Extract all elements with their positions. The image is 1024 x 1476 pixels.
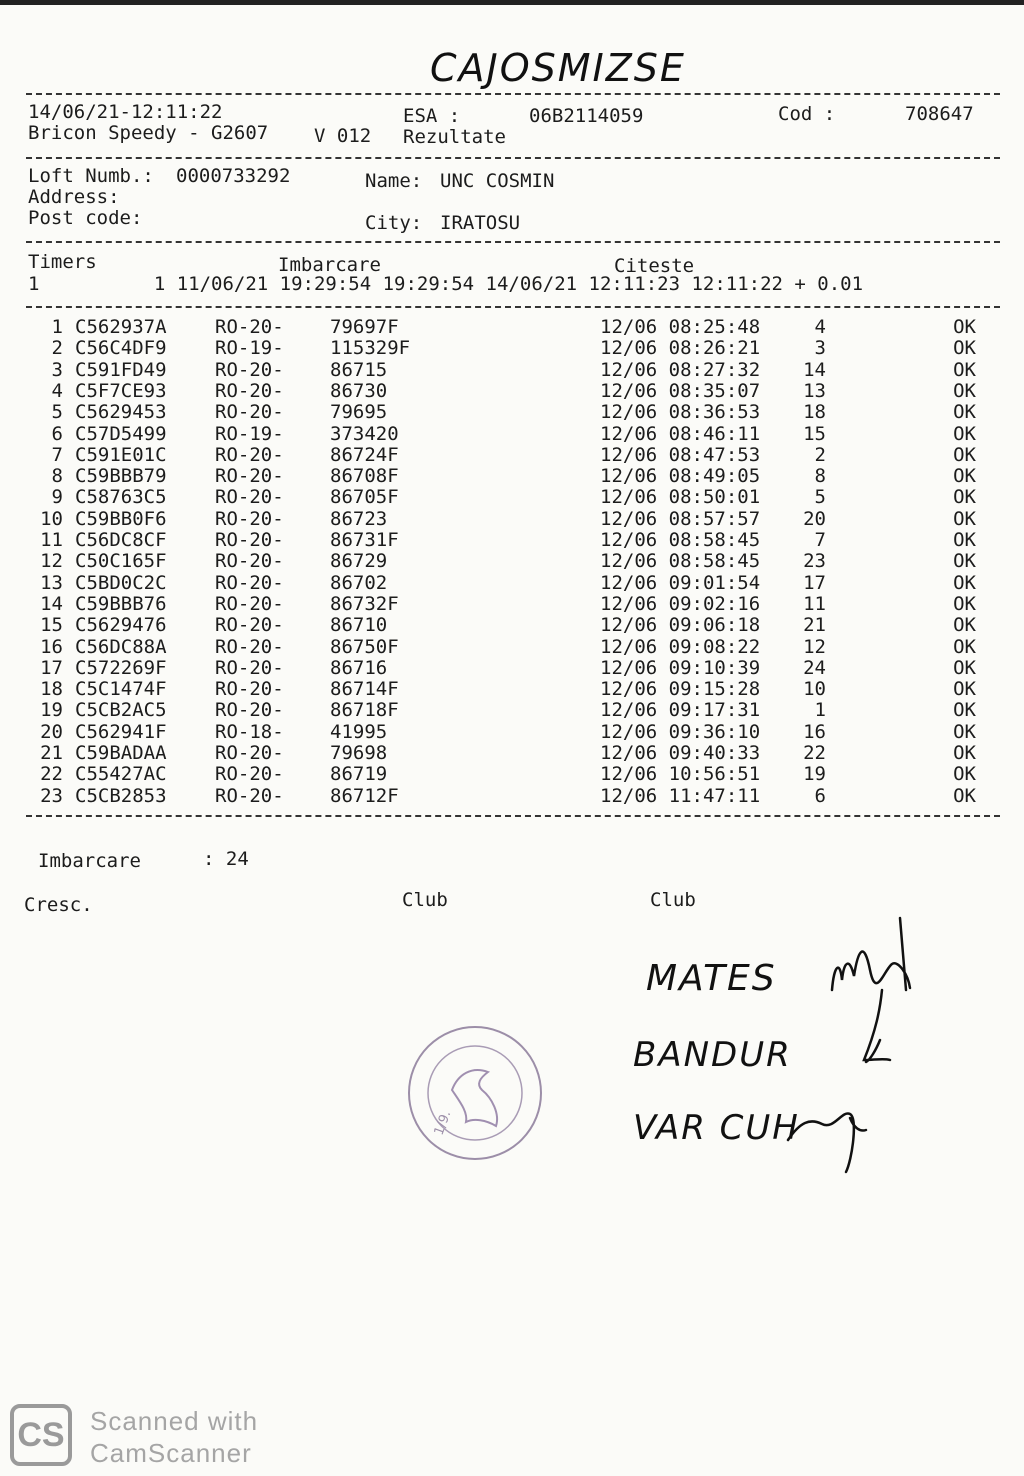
chip-id: C59BBB76 [75, 592, 167, 615]
ring-prefix: RO-20- [215, 571, 284, 594]
ring-prefix: RO-20- [215, 465, 284, 488]
name-label: Name: [365, 170, 423, 192]
page-top-edge [0, 0, 1024, 5]
divider-results [26, 815, 1000, 817]
check-number: 20 [803, 507, 826, 530]
device-version: V 012 [314, 125, 372, 147]
status-ok: OK [953, 379, 976, 402]
club-stamp [400, 1018, 550, 1168]
chip-id: C50C165F [75, 550, 167, 573]
status-ok: OK [953, 763, 976, 786]
camscanner-logo: CS [10, 1404, 72, 1466]
table-row [0, 358, 1024, 382]
arrival-time: 12/06 08:26:21 [600, 337, 761, 360]
row-number: 6 [51, 422, 63, 445]
loft-number-value: 0000733292 [176, 165, 291, 187]
table-row [0, 507, 1024, 531]
table-row [0, 592, 1024, 616]
city-value: IRATOSU [440, 212, 521, 234]
arrival-time: 12/06 09:40:33 [600, 742, 761, 764]
ring-number: 79697F [330, 316, 399, 338]
ring-number: 86715 [330, 358, 388, 381]
check-number: 17 [803, 571, 826, 594]
check-number: 18 [803, 401, 826, 424]
ring-number: 86731F [330, 529, 399, 551]
ring-prefix: RO-18- [215, 720, 284, 743]
row-number: 13 [40, 571, 63, 594]
check-number: 6 [814, 784, 826, 807]
row-number: 12 [40, 550, 63, 573]
ring-number: 86714F [330, 678, 399, 701]
check-number: 22 [803, 742, 826, 764]
status-ok: OK [953, 401, 976, 424]
row-number: 10 [40, 507, 63, 530]
ring-number: 86708F [330, 465, 399, 488]
ring-prefix: RO-20- [215, 742, 284, 764]
esa-value: 06B2114059 [529, 105, 644, 127]
table-row [0, 403, 1024, 424]
arrival-time: 12/06 08:27:32 [600, 358, 761, 381]
check-number: 12 [803, 635, 826, 658]
arrival-time: 12/06 08:58:45 [600, 550, 761, 573]
status-ok: OK [953, 443, 976, 466]
status-ok: OK [953, 784, 976, 807]
ring-prefix: RO-19- [215, 422, 284, 445]
ring-number: 86718F [330, 699, 399, 722]
table-row [0, 635, 1024, 659]
ring-number: 115329F [330, 337, 411, 360]
ring-number: 41995 [330, 720, 388, 743]
table-row [0, 744, 1024, 765]
arrival-time: 12/06 08:50:01 [600, 486, 761, 509]
check-number: 14 [803, 358, 826, 381]
check-number: 23 [803, 550, 826, 573]
row-number: 9 [51, 486, 63, 509]
ring-number: 86702 [330, 571, 388, 594]
signer-name-3: VAR CUH [633, 1108, 800, 1148]
ring-prefix: RO-20- [215, 699, 284, 722]
check-number: 10 [803, 678, 826, 701]
chip-id: C562937A [75, 316, 167, 338]
table-row [0, 552, 1024, 573]
status-ok: OK [953, 422, 976, 445]
ring-prefix: RO-20- [215, 592, 284, 615]
signature-scribbles [780, 910, 960, 1180]
status-ok: OK [953, 465, 976, 488]
status-ok: OK [953, 337, 976, 360]
ring-number: 86712F [330, 784, 399, 807]
chip-id: C591E01C [75, 443, 167, 466]
status-ok: OK [953, 656, 976, 679]
ring-prefix: RO-20- [215, 784, 284, 807]
arrival-time: 12/06 10:56:51 [600, 763, 761, 786]
arrival-time: 12/06 09:17:31 [600, 699, 761, 722]
cod-value: 708647 [905, 103, 974, 125]
ring-prefix: RO-20- [215, 529, 284, 551]
status-ok: OK [953, 550, 976, 573]
chip-id: C57D5499 [75, 422, 167, 445]
table-row [0, 488, 1024, 509]
ring-number: 86729 [330, 550, 388, 573]
check-number: 4 [814, 316, 826, 338]
ring-prefix: RO-19- [215, 337, 284, 360]
check-number: 5 [814, 486, 826, 509]
table-row [0, 379, 1024, 403]
address-label: Address: [28, 186, 120, 208]
ring-prefix: RO-20- [215, 635, 284, 658]
arrival-time: 12/06 08:25:48 [600, 316, 761, 338]
row-number: 19 [40, 699, 63, 722]
status-ok: OK [953, 486, 976, 509]
ring-number: 86716 [330, 656, 388, 679]
row-number: 7 [51, 443, 63, 466]
device-name: Bricon Speedy - G2607 [28, 122, 269, 144]
chip-id: C59BADAA [75, 742, 167, 764]
table-row [0, 443, 1024, 467]
row-number: 22 [40, 763, 63, 786]
signer-name-2: BANDUR [633, 1035, 792, 1075]
row-number: 15 [40, 614, 63, 637]
arrival-time: 12/06 08:57:57 [600, 507, 761, 530]
table-row [0, 318, 1024, 339]
ring-number: 86705F [330, 486, 399, 509]
imbarcare-total-label: Imbarcare [38, 850, 141, 872]
ring-number: 86710 [330, 614, 388, 637]
chip-id: C5C1474F [75, 678, 167, 701]
arrival-time: 12/06 08:35:07 [600, 379, 761, 402]
status-ok: OK [953, 571, 976, 594]
ring-prefix: RO-20- [215, 507, 284, 530]
ring-number: 79698 [330, 742, 388, 764]
loft-number-label: Loft Numb.: [28, 165, 154, 187]
arrival-time: 12/06 09:10:39 [600, 656, 761, 679]
status-ok: OK [953, 699, 976, 722]
table-row [0, 720, 1024, 744]
check-number: 3 [814, 337, 826, 360]
ring-number: 373420 [330, 422, 399, 445]
ring-number: 86730 [330, 379, 388, 402]
check-number: 7 [814, 529, 826, 551]
ring-prefix: RO-20- [215, 550, 284, 573]
ring-prefix: RO-20- [215, 379, 284, 402]
chip-id: C5CB2853 [75, 784, 167, 807]
report-type: Rezultate [403, 126, 506, 148]
timers-label: Timers [28, 251, 97, 273]
timers-imbarcare-label: Imbarcare [278, 254, 381, 276]
watermark-line-2: CamScanner [90, 1438, 252, 1468]
arrival-time: 12/06 08:46:11 [600, 422, 761, 445]
table-row [0, 656, 1024, 680]
arrival-time: 12/06 11:47:11 [600, 784, 761, 807]
table-row [0, 765, 1024, 786]
chip-id: C56C4DF9 [75, 337, 167, 360]
check-number: 11 [803, 592, 826, 615]
table-row [0, 467, 1024, 488]
row-number: 11 [40, 529, 63, 551]
row-number: 2 [51, 337, 63, 360]
check-number: 24 [803, 656, 826, 679]
status-ok: OK [953, 635, 976, 658]
check-number: 8 [814, 465, 826, 488]
handwritten-title: CAJOSMIZSE [430, 46, 686, 90]
arrival-time: 12/06 09:01:54 [600, 571, 761, 594]
check-number: 16 [803, 720, 826, 743]
chip-id: C591FD49 [75, 358, 167, 381]
arrival-time: 12/06 09:02:16 [600, 592, 761, 615]
check-number: 21 [803, 614, 826, 637]
chip-id: C56DC88A [75, 635, 167, 658]
status-ok: OK [953, 507, 976, 530]
chip-id: C5BD0C2C [75, 571, 167, 594]
divider-loft [26, 241, 1000, 243]
timers-row: 1 1 11/06/21 19:29:54 19:29:54 14/06/21 12:11:23 12:11:22 + 0.01 [28, 273, 864, 295]
table-row [0, 531, 1024, 552]
arrival-time: 12/06 08:58:45 [600, 529, 761, 551]
row-number: 4 [51, 379, 63, 402]
row-number: 1 [51, 316, 63, 338]
esa-label: ESA : [403, 105, 461, 127]
status-ok: OK [953, 720, 976, 743]
arrival-time: 12/06 09:08:22 [600, 635, 761, 658]
row-number: 5 [51, 401, 63, 424]
ring-prefix: RO-20- [215, 763, 284, 786]
post-code-label: Post code: [28, 207, 143, 229]
divider-timers [26, 306, 1000, 308]
status-ok: OK [953, 316, 976, 338]
status-ok: OK [953, 742, 976, 764]
table-row [0, 701, 1024, 722]
arrival-time: 12/06 08:49:05 [600, 465, 761, 488]
cod-label: Cod : [778, 103, 836, 125]
arrival-time: 12/06 09:15:28 [600, 678, 761, 701]
signer-name-1: MATES [646, 958, 777, 999]
row-number: 23 [40, 784, 63, 807]
ring-prefix: RO-20- [215, 678, 284, 701]
ring-prefix: RO-20- [215, 614, 284, 637]
chip-id: C562941F [75, 720, 167, 743]
check-number: 2 [814, 443, 826, 466]
name-value: UNC COSMIN [440, 170, 555, 192]
chip-id: C5629476 [75, 614, 167, 637]
table-row [0, 680, 1024, 701]
table-row [0, 616, 1024, 637]
imbarcare-total-value: : 24 [203, 848, 249, 870]
divider-top [26, 93, 1000, 95]
timers-citeste-label: Citeste [614, 255, 695, 277]
city-label: City: [365, 212, 423, 234]
check-number: 13 [803, 379, 826, 402]
check-number: 15 [803, 422, 826, 445]
ring-number: 86750F [330, 635, 399, 658]
table-row [0, 422, 1024, 446]
status-ok: OK [953, 358, 976, 381]
club-label-1: Club [402, 889, 448, 911]
ring-prefix: RO-20- [215, 358, 284, 381]
status-ok: OK [953, 678, 976, 701]
row-number: 3 [51, 358, 63, 381]
cresc-label: Cresc. [24, 894, 93, 916]
ring-prefix: RO-20- [215, 443, 284, 466]
ring-number: 86724F [330, 443, 399, 466]
arrival-time: 12/06 08:47:53 [600, 443, 761, 466]
chip-id: C5629453 [75, 401, 167, 424]
row-number: 14 [40, 592, 63, 615]
table-row [0, 339, 1024, 360]
ring-number: 86719 [330, 763, 388, 786]
row-number: 8 [51, 465, 63, 488]
arrival-time: 12/06 09:06:18 [600, 614, 761, 637]
ring-prefix: RO-20- [215, 486, 284, 509]
chip-id: C55427AC [75, 763, 167, 786]
status-ok: OK [953, 592, 976, 615]
ring-number: 86732F [330, 592, 399, 615]
stamp-number: 1/9. [431, 1108, 455, 1138]
watermark-line-1: Scanned with [90, 1406, 259, 1436]
check-number: 1 [814, 699, 826, 722]
row-number: 20 [40, 720, 63, 743]
table-row [0, 571, 1024, 595]
ring-prefix: RO-20- [215, 401, 284, 424]
arrival-time: 12/06 08:36:53 [600, 401, 761, 424]
ring-number: 86723 [330, 507, 388, 530]
status-ok: OK [953, 614, 976, 637]
club-label-2: Club [650, 889, 696, 911]
ring-prefix: RO-20- [215, 656, 284, 679]
ring-prefix: RO-20- [215, 316, 284, 338]
row-number: 17 [40, 656, 63, 679]
row-number: 16 [40, 635, 63, 658]
check-number: 19 [803, 763, 826, 786]
print-datetime: 14/06/21-12:11:22 [28, 101, 223, 123]
table-row [0, 784, 1024, 808]
chip-id: C59BBB79 [75, 465, 167, 488]
chip-id: C56DC8CF [75, 529, 167, 551]
ring-number: 79695 [330, 401, 388, 424]
chip-id: C572269F [75, 656, 167, 679]
divider-header [26, 157, 1000, 159]
row-number: 21 [40, 742, 63, 764]
chip-id: C59BB0F6 [75, 507, 167, 530]
chip-id: C58763C5 [75, 486, 167, 509]
chip-id: C5F7CE93 [75, 379, 167, 402]
arrival-time: 12/06 09:36:10 [600, 720, 761, 743]
status-ok: OK [953, 529, 976, 551]
chip-id: C5CB2AC5 [75, 699, 167, 722]
row-number: 18 [40, 678, 63, 701]
